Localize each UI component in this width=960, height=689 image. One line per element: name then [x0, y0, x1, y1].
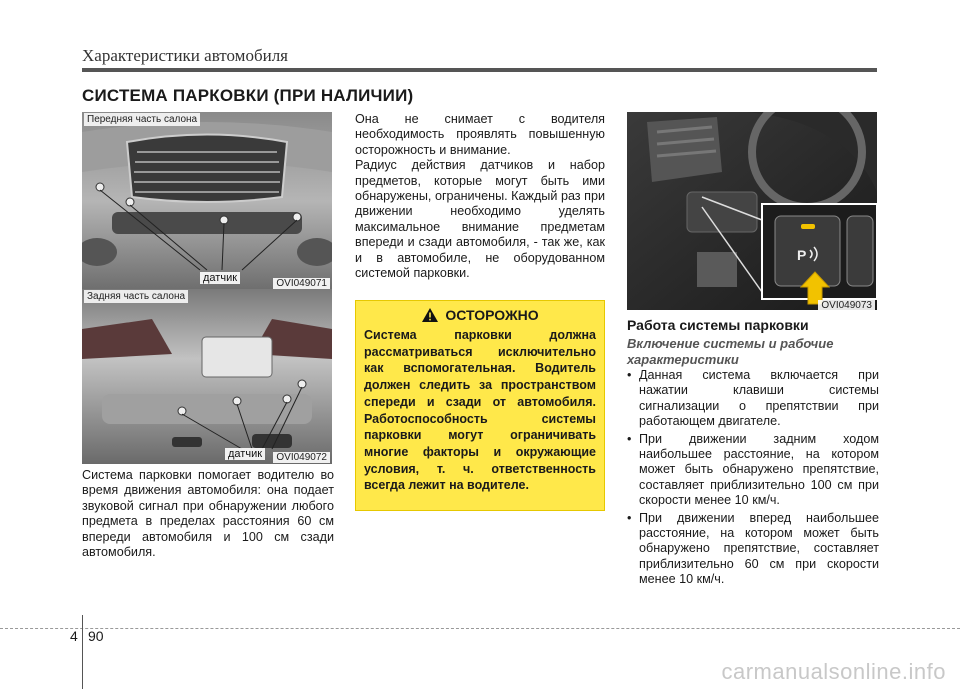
dashboard-switch-photo — [627, 112, 877, 310]
warning-box — [355, 300, 605, 511]
rear-bumper-photo — [82, 289, 332, 464]
front-bumper-illustration — [82, 112, 332, 290]
bullet-item: • При движении задним ходом наибольшее расстояние, на котором может быть обнаружено препятствие, составляет приблизительно 100 см при скорости менее 10 км/ч. — [627, 432, 879, 509]
front-sensor-label: датчик — [200, 272, 240, 284]
switch-photo-code: OVI049073 — [818, 300, 875, 310]
operation-bullets — [627, 368, 879, 590]
rear-sensor-label: датчик — [225, 448, 265, 460]
rear-bumper-illustration — [82, 289, 332, 464]
footer-vertical-rule — [82, 615, 83, 689]
watermark: carmanualsonline.info — [721, 659, 946, 684]
front-bumper-photo — [82, 112, 332, 290]
warning-body: Система парковки должна рассматриваться исключительно как вспомогательная. Водитель должен следить за пространством спереди и сзади от автомобиля. Работоспособность системы парковки могут ограничивать многие факторы и окружающие условия, т. ч. ответственность всегда лежит на водителе. — [364, 328, 596, 493]
header-rule — [82, 68, 877, 72]
middle-column-text — [355, 112, 605, 281]
middle-paragraph-1: Она не снимает с водителя необходимость проявлять повышенную осторожность и внимание. — [355, 112, 605, 157]
page-title: СИСТЕМА ПАРКОВКИ (ПРИ НАЛИЧИИ) — [82, 86, 414, 105]
bullet-item: • При движении вперед наибольшее расстояние, на котором может быть обнаружено препятствие, составляет приблизительно 60 см при скорости менее 10 км/ч. — [627, 511, 879, 588]
chapter-number: 4 — [70, 628, 78, 644]
warning-title: ОСТОРОЖНО — [445, 307, 539, 323]
middle-paragraph-2: Радиус действия датчиков и набор предметов, которые могут быть ими обнаружены, ограничены. Каждый раз при движении необходимо уделять максимальное внимание предметам впереди и сзади автомобиля, - так же, как и в автомобиле, не оборудованном системой парковки. — [355, 158, 605, 281]
operation-heading: Работа системы парковки — [627, 317, 809, 333]
front-photo-code: OVI049071 — [273, 278, 330, 289]
front-photo-label: Передняя часть салона — [84, 113, 200, 126]
section-header: Характеристики автомобиля — [82, 46, 288, 65]
warning-triangle-icon — [421, 307, 439, 323]
left-paragraph: Система парковки помогает водителю во время движения автомобиля: она подает звуковой сигнал при обнаружении любого предмета в пределах расстояния 60 см впереди автомобиля и 100 см сзади автомобиля. — [82, 468, 334, 560]
footer-dashed-line — [0, 628, 960, 629]
warning-title-row — [364, 307, 596, 323]
dashboard-switch-illustration — [627, 112, 877, 310]
operation-subheading: Включение системы и рабочие характеристики — [627, 336, 834, 367]
left-column-text — [82, 468, 334, 560]
page-number: 90 — [88, 628, 104, 644]
rear-photo-label: Задняя часть салона — [84, 290, 188, 303]
svg-text:P: P — [797, 247, 807, 263]
bullet-item: • Данная система включается при нажатии клавиши системы сигнализации о препятствии при работающем двигателе. — [627, 368, 879, 430]
rear-photo-code: OVI049072 — [273, 452, 330, 463]
